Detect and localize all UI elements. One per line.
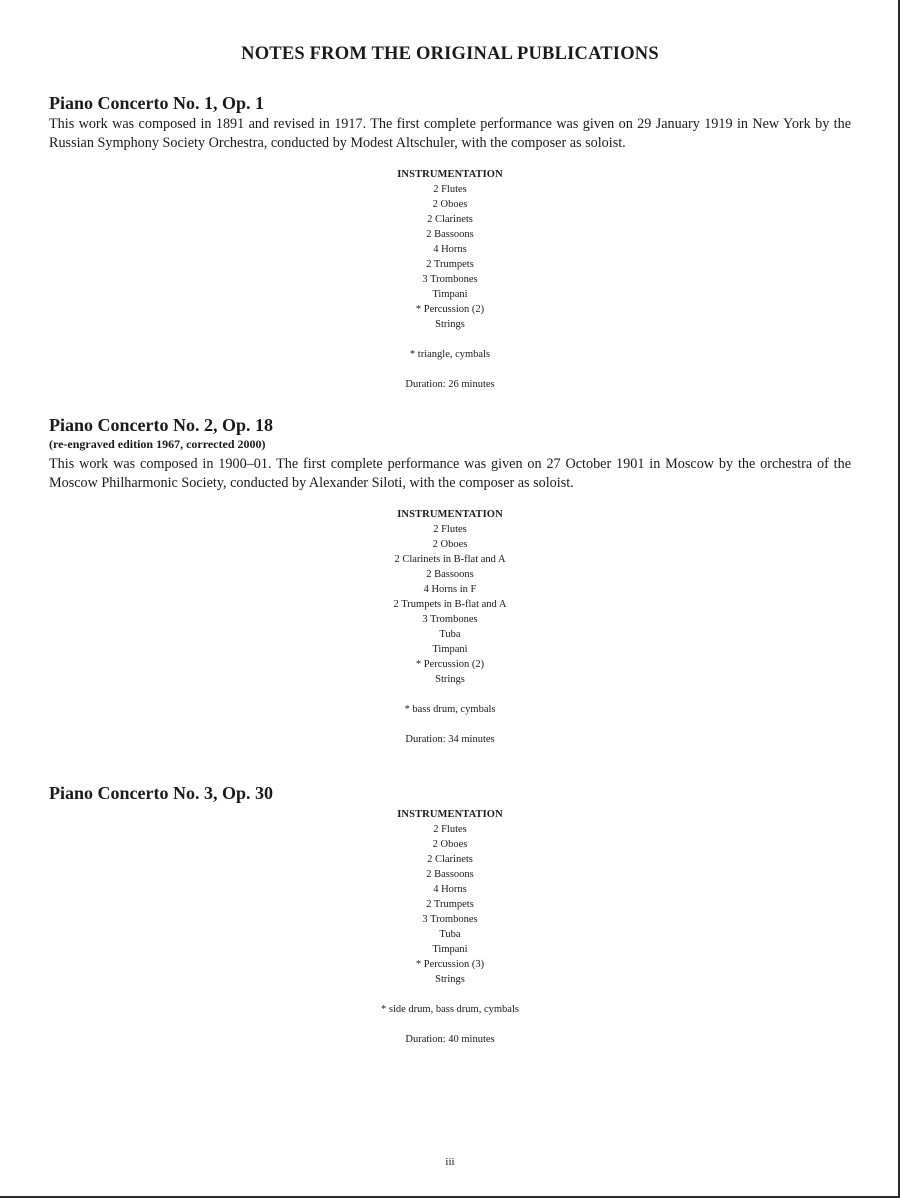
instrument-line: 2 Clarinets [427,214,473,225]
instrument-line: 2 Clarinets [427,854,473,865]
duration: Duration: 26 minutes [405,379,495,390]
concerto-1-instrumentation [0,167,900,392]
instrument-line: * Percussion (2) [415,659,485,670]
instrument-line: * Percussion (2) [415,304,485,315]
instrument-line: 4 Horns [433,244,467,255]
instrument-line: Timpani [432,944,468,955]
instrument-line: 2 Trumpets [426,259,474,270]
percussion-note: * side drum, bass drum, cymbals [381,1004,519,1015]
instrument-line: 2 Oboes [432,539,468,550]
duration: Duration: 40 minutes [405,1034,495,1045]
concerto-2-title: Piano Concerto No. 2, Op. 18 [49,415,273,435]
page-title: NOTES FROM THE ORIGINAL PUBLICATIONS [241,44,659,64]
concerto-2-instrumentation [0,507,900,747]
instrument-line: * Percussion (3) [415,959,485,970]
instrument-line: 2 Bassoons [426,569,474,580]
instrument-line: Tuba [439,629,461,640]
instrument-line: Strings [435,674,465,685]
instrument-line: 4 Horns [433,884,467,895]
instrument-line: 2 Oboes [432,839,468,850]
instrument-line: 2 Trumpets in B-flat and A [393,599,507,610]
concerto-3-title: Piano Concerto No. 3, Op. 30 [49,783,273,803]
instrument-line: 4 Horns in F [423,584,477,595]
concerto-3-instrumentation [0,807,900,1047]
concerto-1-description: This work was composed in 1891 and revised in 1917. The first complete performance was given on 29 January 1919 in New York by the Russian Symphony Society Orchestra, conducted by Modest Altschuler, with the composer as soloist. [49,116,851,151]
duration: Duration: 34 minutes [405,734,495,745]
percussion-note: * bass drum, cymbals [404,704,496,715]
instrument-line: 3 Trombones [422,914,478,925]
concerto-1-title: Piano Concerto No. 1, Op. 1 [49,93,264,113]
instrumentation-heading: INSTRUMENTATION [397,169,503,180]
instrument-line: 2 Flutes [433,824,467,835]
percussion-note: * triangle, cymbals [409,349,491,360]
instrument-line: 2 Trumpets [426,899,474,910]
concerto-2-subtitle: (re-engraved edition 1967, corrected 2000) [49,437,266,451]
instrument-line: 3 Trombones [422,274,478,285]
page-number: iii [445,1156,455,1168]
instrumentation-heading: INSTRUMENTATION [397,509,503,520]
instrument-line: Strings [435,974,465,985]
instrument-line: 2 Clarinets in B-flat and A [394,554,506,565]
instrumentation-heading: INSTRUMENTATION [397,809,503,820]
instrument-line: Timpani [432,289,468,300]
instrument-line: 2 Bassoons [426,869,474,880]
instrument-line: 3 Trombones [422,614,478,625]
instrument-line: 2 Flutes [433,524,467,535]
instrument-line: Timpani [432,644,468,655]
instrument-line: 2 Flutes [433,184,467,195]
instrument-line: Tuba [439,929,461,940]
concerto-2-description: This work was composed in 1900–01. The first complete performance was given on 27 October 1901 in Moscow by the orchestra of the Moscow Philharmonic Society, conducted by Alexander Siloti, with the composer as soloist. [49,456,851,491]
instrument-line: 2 Bassoons [426,229,474,240]
instrument-line: 2 Oboes [432,199,468,210]
instrument-line: Strings [435,319,465,330]
